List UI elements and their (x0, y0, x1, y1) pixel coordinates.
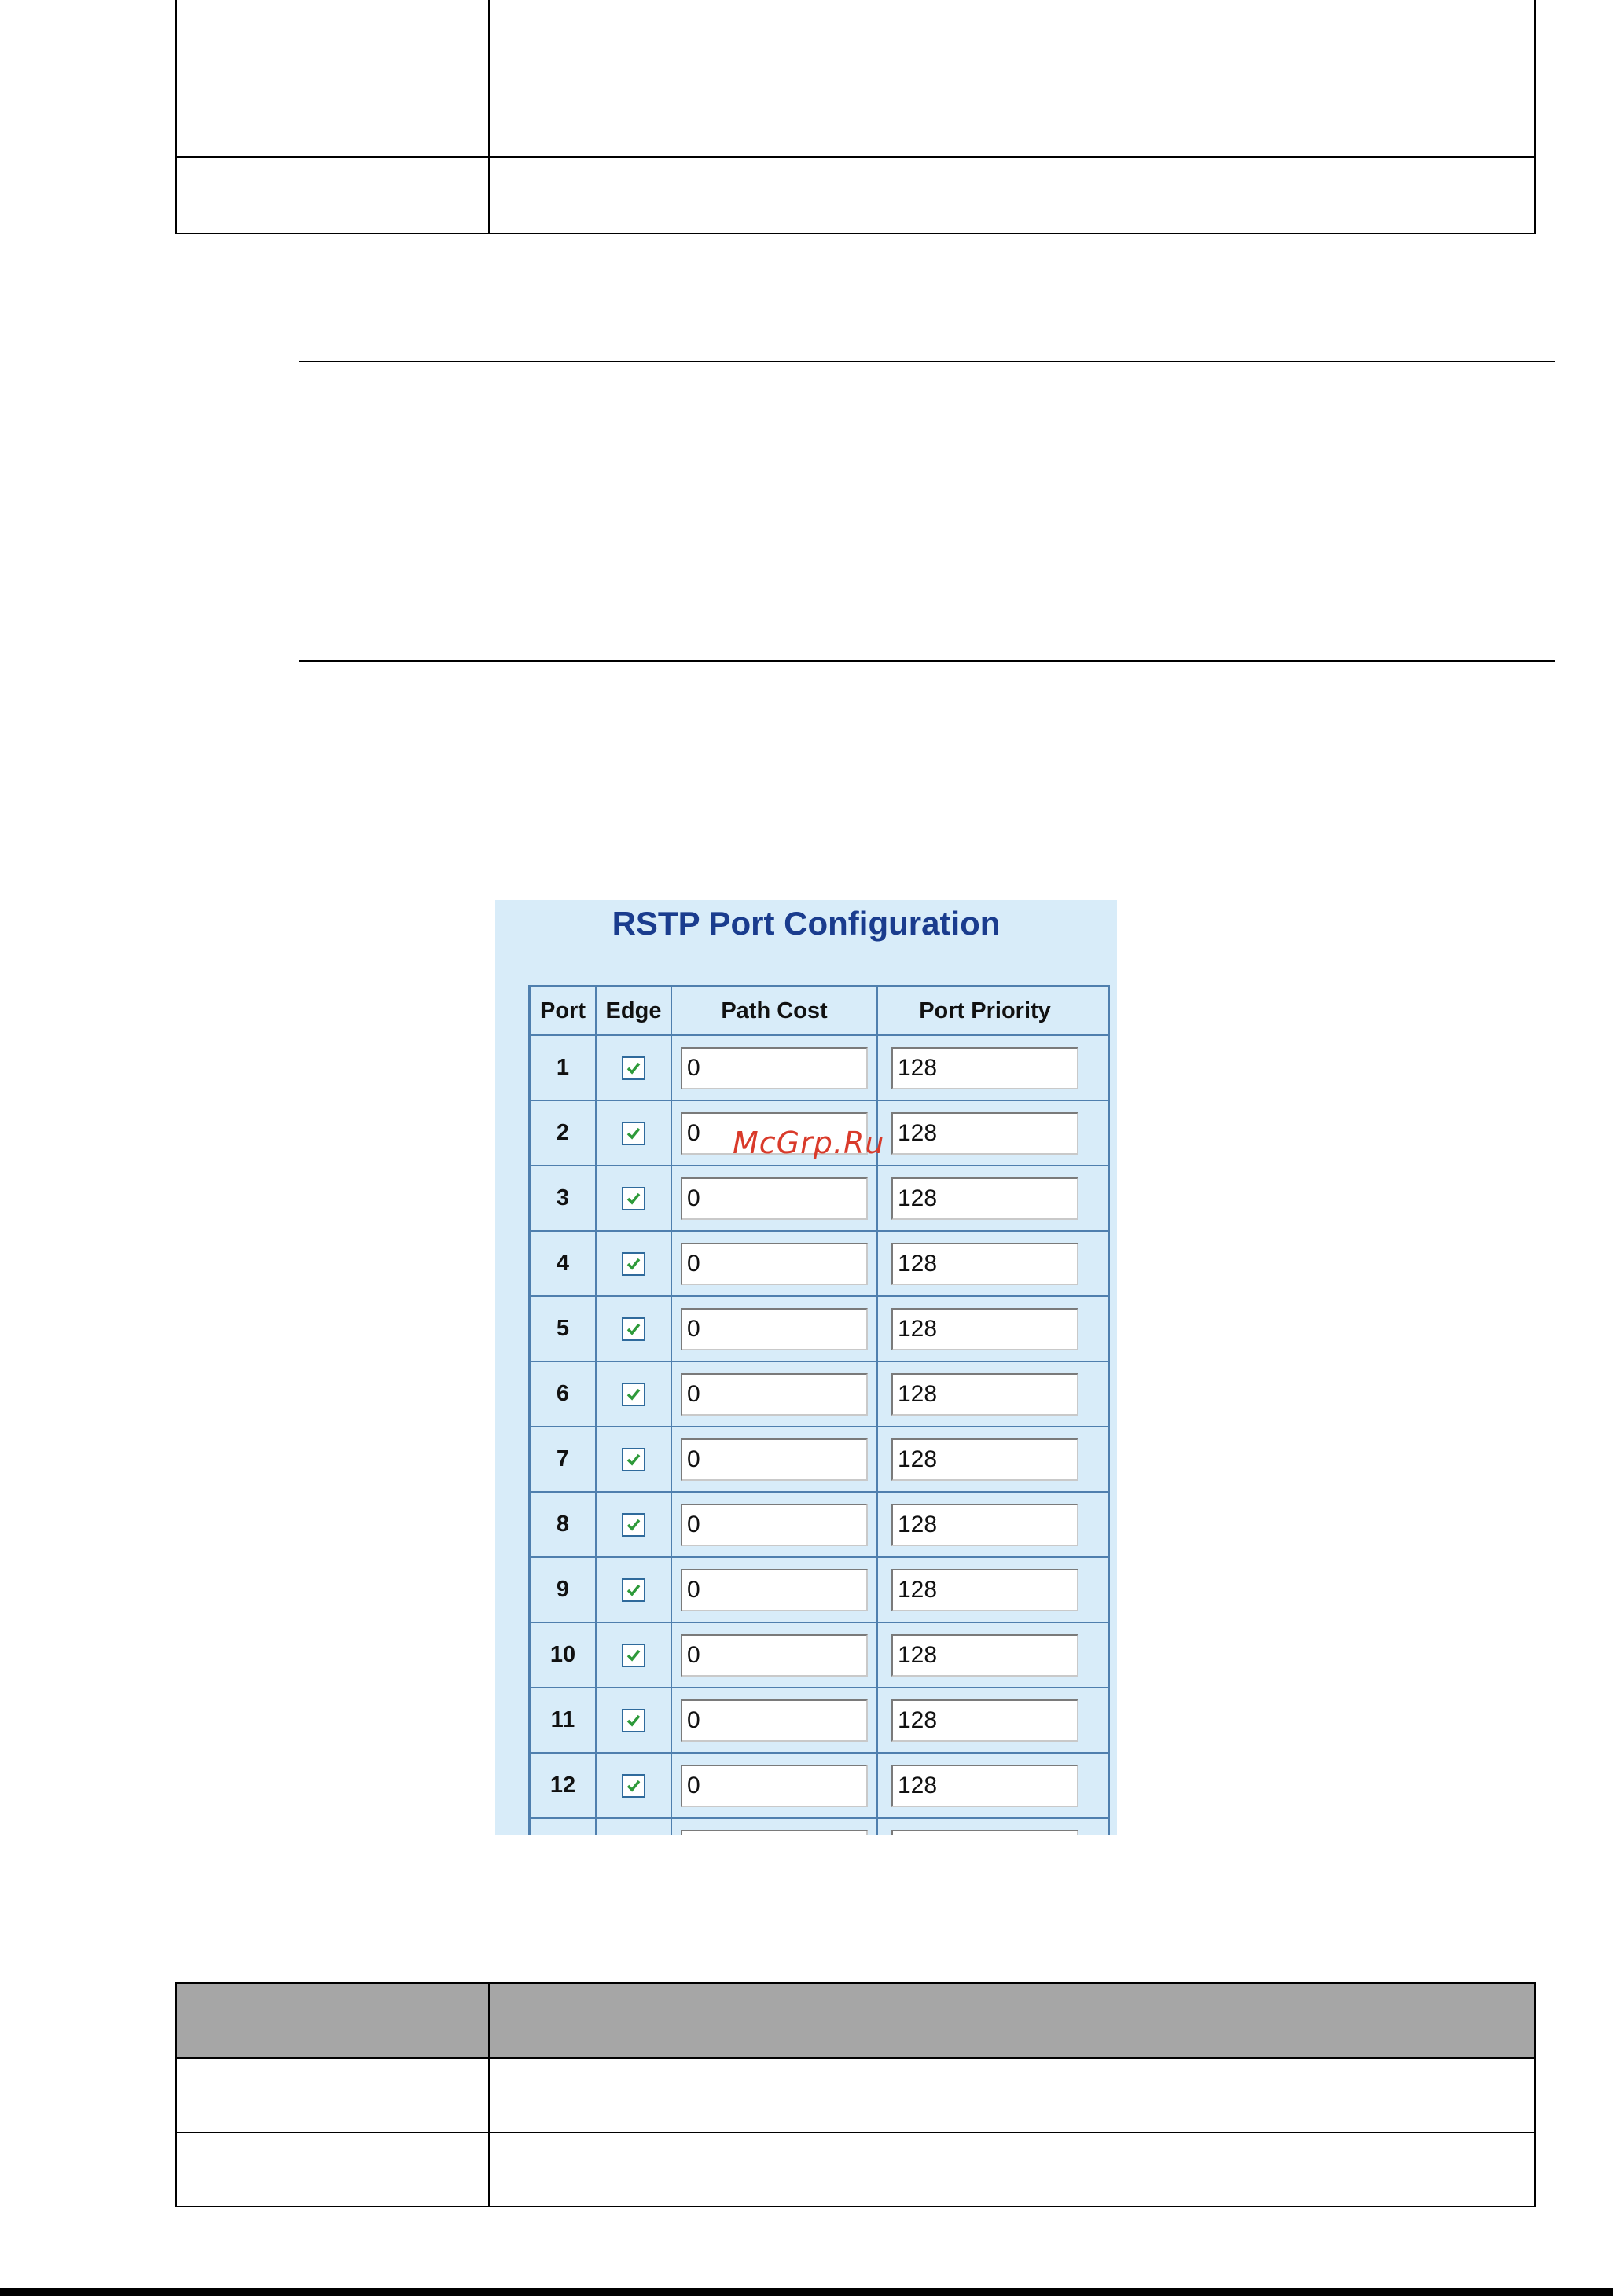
edge-cell (595, 1232, 671, 1295)
edge-checkbox[interactable] (622, 1056, 645, 1080)
table-row (531, 1622, 1108, 1687)
path-cost-cell (671, 1754, 876, 1817)
port-number: 6 (556, 1381, 570, 1406)
table-row-divider (177, 156, 1534, 158)
port-priority-input[interactable]: 128 (891, 1438, 1078, 1481)
port-priority-input[interactable]: 128 (891, 1308, 1078, 1350)
port-number: 3 (556, 1185, 570, 1210)
path-cost-cell (671, 1623, 876, 1687)
path-cost-input[interactable]: 0 (681, 1308, 868, 1350)
check-icon (625, 1125, 642, 1142)
path-cost-input[interactable]: 0 (681, 1699, 868, 1742)
table-row (531, 1426, 1108, 1491)
table-column-divider (488, 1984, 490, 2206)
port-priority-cell (876, 1036, 1092, 1100)
table-row (531, 1687, 1108, 1752)
port-priority-input[interactable]: 128 (891, 1373, 1078, 1416)
table-row (531, 1817, 1108, 1835)
path-cost-cell (671, 1297, 876, 1361)
port-number: 5 (556, 1316, 570, 1341)
path-cost-input[interactable]: 0 (681, 1569, 868, 1611)
rstp-port-table (528, 985, 1110, 1835)
path-cost-input[interactable]: 0 (681, 1765, 868, 1807)
check-icon (625, 1516, 642, 1534)
edge-cell (595, 1688, 671, 1752)
port-number: 8 (556, 1512, 570, 1537)
path-cost-input[interactable]: 0 (681, 1438, 868, 1481)
port-priority-input[interactable]: 128 (891, 1765, 1078, 1807)
note-bottom-rule (299, 660, 1555, 662)
edge-cell (595, 1819, 671, 1835)
port-number (531, 1819, 595, 1835)
table-row (531, 1752, 1108, 1817)
port-priority-cell (876, 1232, 1092, 1295)
edge-checkbox[interactable] (622, 1578, 645, 1602)
port-number: 12 (549, 1773, 576, 1798)
table-row (531, 1230, 1108, 1295)
table-row (531, 1491, 1108, 1556)
port-priority-column-header: Port Priority (876, 987, 1092, 1034)
port-priority-cell (876, 1819, 1092, 1835)
check-icon (625, 1255, 642, 1273)
port-priority-cell (876, 1754, 1092, 1817)
path-cost-cell (671, 1232, 876, 1295)
check-icon (625, 1647, 642, 1664)
bottom-description-table (175, 1982, 1536, 2207)
table-row (531, 1361, 1108, 1426)
path-cost-column-header: Path Cost (671, 987, 876, 1034)
check-icon (625, 1712, 642, 1729)
edge-cell (595, 1166, 671, 1230)
top-description-table (175, 0, 1536, 234)
path-cost-input[interactable] (681, 1830, 868, 1835)
edge-checkbox[interactable] (622, 1252, 645, 1276)
port-priority-input[interactable]: 128 (891, 1634, 1078, 1677)
table-header-row (531, 987, 1108, 1034)
check-icon (625, 1190, 642, 1207)
check-icon (625, 1581, 642, 1599)
edge-checkbox[interactable] (622, 1187, 645, 1210)
table-row (531, 1295, 1108, 1361)
port-priority-cell (876, 1101, 1092, 1165)
edge-cell (595, 1362, 671, 1426)
port-column-header: Port (540, 997, 586, 1023)
port-priority-input[interactable]: 128 (891, 1243, 1078, 1285)
port-priority-cell (876, 1623, 1092, 1687)
path-cost-input[interactable]: 0 (681, 1373, 868, 1416)
path-cost-cell (671, 1558, 876, 1622)
port-priority-input[interactable] (891, 1830, 1078, 1835)
port-priority-cell (876, 1493, 1092, 1556)
edge-cell (595, 1297, 671, 1361)
path-cost-cell (671, 1362, 876, 1426)
check-icon (625, 1386, 642, 1403)
rstp-title: RSTP Port Configuration (612, 905, 1001, 942)
path-cost-input[interactable]: 0 (681, 1177, 868, 1220)
path-cost-cell (671, 1036, 876, 1100)
rstp-port-configuration-screenshot (495, 900, 1117, 1835)
port-priority-input[interactable]: 128 (891, 1569, 1078, 1611)
edge-cell (595, 1036, 671, 1100)
path-cost-cell (671, 1688, 876, 1752)
path-cost-input[interactable]: 0 (681, 1504, 868, 1546)
port-priority-input[interactable]: 128 (891, 1047, 1078, 1089)
port-priority-input[interactable]: 128 (891, 1504, 1078, 1546)
port-priority-cell (876, 1166, 1092, 1230)
path-cost-input[interactable]: 0 (681, 1634, 868, 1677)
port-priority-input[interactable]: 128 (891, 1699, 1078, 1742)
port-number: 9 (556, 1577, 570, 1602)
table-row (531, 1165, 1108, 1230)
path-cost-input[interactable]: 0 (681, 1047, 868, 1089)
port-number: 1 (556, 1055, 570, 1080)
edge-checkbox[interactable] (622, 1383, 645, 1406)
watermark: McGrp.Ru (733, 1126, 885, 1160)
port-priority-cell (876, 1297, 1092, 1361)
edge-cell (595, 1427, 671, 1491)
port-number: 4 (556, 1251, 570, 1276)
path-cost-cell (671, 1819, 876, 1835)
edge-checkbox[interactable] (622, 1317, 645, 1341)
edge-cell (595, 1101, 671, 1165)
port-number: 2 (556, 1120, 570, 1145)
port-number: 11 (550, 1707, 575, 1732)
table-row (531, 1034, 1108, 1100)
edge-checkbox[interactable] (622, 1709, 645, 1732)
edge-column-header: Edge (595, 987, 671, 1034)
port-priority-cell (876, 1427, 1092, 1491)
port-priority-cell (876, 1558, 1092, 1622)
port-priority-cell (876, 1362, 1092, 1426)
table-row-divider (177, 2132, 1534, 2133)
check-icon (625, 1451, 642, 1468)
edge-cell (595, 1558, 671, 1622)
port-priority-cell (876, 1688, 1092, 1752)
port-number: 10 (549, 1642, 576, 1667)
note-top-rule (299, 361, 1555, 362)
edge-cell (595, 1493, 671, 1556)
path-cost-input[interactable]: 0 (681, 1243, 868, 1285)
page-footer-rule (0, 2288, 1613, 2296)
edge-cell (595, 1623, 671, 1687)
edge-checkbox[interactable] (622, 1122, 645, 1145)
port-priority-input[interactable]: 128 (891, 1112, 1078, 1155)
check-icon (625, 1321, 642, 1338)
table-column-divider (488, 0, 490, 233)
edge-checkbox[interactable] (622, 1644, 645, 1667)
edge-cell (595, 1754, 671, 1817)
edge-checkbox[interactable] (622, 1448, 645, 1471)
path-cost-cell (671, 1493, 876, 1556)
edge-checkbox[interactable] (622, 1513, 645, 1537)
edge-checkbox[interactable] (622, 1774, 645, 1798)
table-header-row (177, 1984, 1534, 2059)
path-cost-cell (671, 1427, 876, 1491)
check-icon (625, 1060, 642, 1077)
path-cost-input[interactable]: 0 (681, 1112, 868, 1155)
port-number: 7 (556, 1446, 570, 1471)
table-row (531, 1556, 1108, 1622)
check-icon (625, 1777, 642, 1795)
path-cost-cell (671, 1166, 876, 1230)
port-priority-input[interactable]: 128 (891, 1177, 1078, 1220)
